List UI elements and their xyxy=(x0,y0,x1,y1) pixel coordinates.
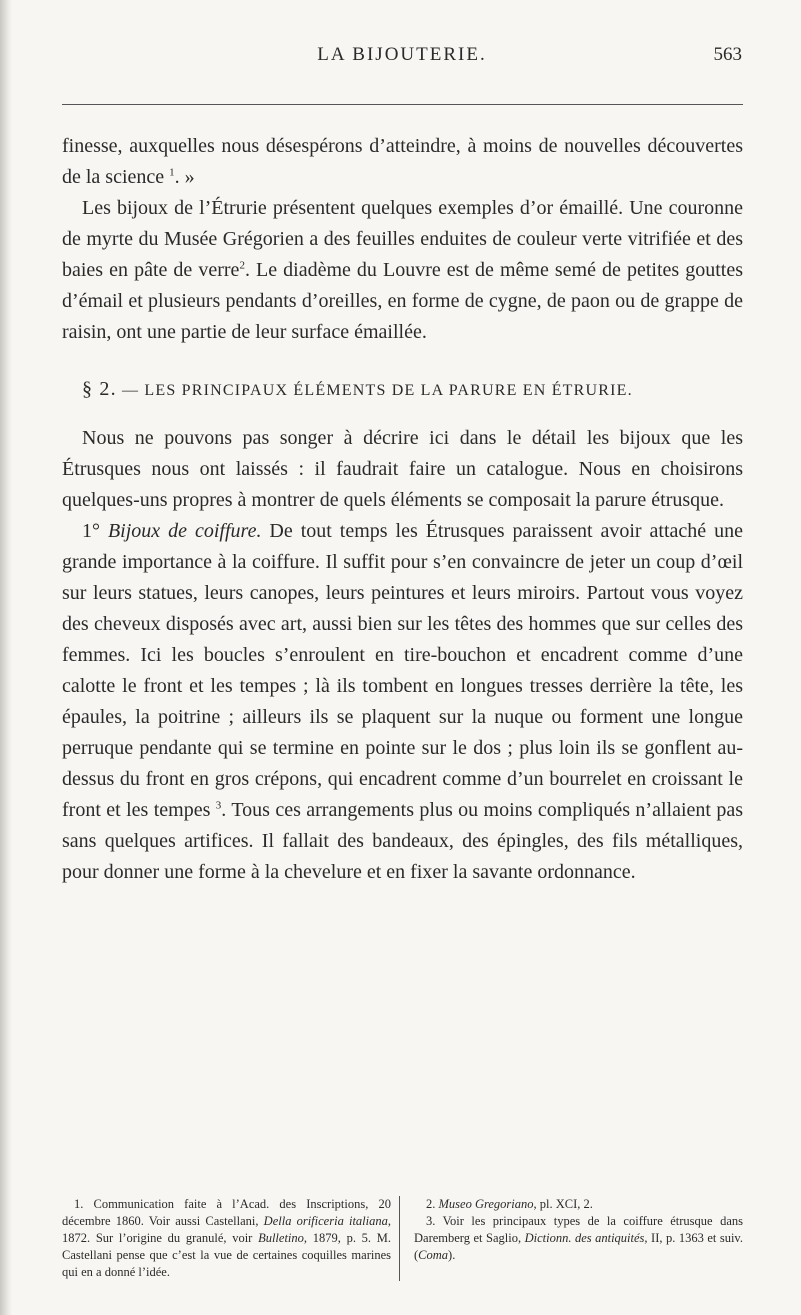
footnote-ref-2: 2 xyxy=(239,259,245,272)
footnote-1-journal: Bulletino xyxy=(258,1231,304,1245)
footnote-3-text-c: ). xyxy=(448,1248,456,1262)
section-heading xyxy=(62,374,743,406)
footnote-2 xyxy=(414,1196,743,1213)
p4-text-a: De tout temps les Étrusques paraissent avoir attaché une grande importance à la coiffure. Il suffit pour s’en convaincre de jeter un coup d’œil sur leurs statues, leurs canopes, leurs peintures et leurs miroirs. Partout vous voyez des cheveux disposés avec art, aussi bien sur les têtes des hommes que sur celles des femmes. Ici les boucles s’enroulent en tire-bouchon et encadrent comme d’une calotte le front et les tempes ; là ils tombent en longues tresses derrière la tête, les épaules, la poitrine ; ailleurs ils se plaquent sur la nuque ou forment une longue perruque pendante qui se termine en pointe sur le dos ; plus loin ils se gonflent au-dessus du front en gros crépons, qui encadrent comme d’un bourrelet en croissant le front et les tempes xyxy=(62,520,743,821)
p4-title: Bijoux de coiffure. xyxy=(107,520,262,542)
paragraph-continued xyxy=(62,131,743,193)
footnote-2-title: Museo Gregoriano xyxy=(438,1197,534,1211)
header-rule xyxy=(62,104,743,105)
body-text xyxy=(62,131,743,888)
footnote-ref-1: 1 xyxy=(169,166,175,179)
footnote-1-title: Della orificeria italiana xyxy=(263,1214,388,1228)
footnote-1-text-c: , 1879, p. 5. M. Castellani pense que c’est la vue de certaines coquilles marines qui en a donné l’idée. xyxy=(62,1231,391,1279)
paragraph-intro xyxy=(62,423,743,516)
footnote-1 xyxy=(62,1196,391,1281)
footnotes-left-column xyxy=(62,1196,400,1281)
page-number: 563 xyxy=(713,44,742,65)
footnote-3-entry: Coma xyxy=(418,1248,449,1262)
paragraph-coiffure xyxy=(62,516,743,888)
footnote-3-title: Dictionn. des antiquités xyxy=(524,1231,645,1245)
footnote-2-text: , pl. XCI, 2. xyxy=(533,1197,593,1211)
p4-number: 1° xyxy=(82,520,100,542)
footnote-2-number: 2. xyxy=(426,1197,439,1211)
footnote-1-text-a: 1. Communication faite à l’Acad. des Inscriptions, 20 décembre 1860. Voir aussi Castellani, xyxy=(62,1197,391,1228)
page-edge-shadow xyxy=(0,0,12,1315)
footnotes-right-column xyxy=(414,1196,743,1281)
p2-text-b: . Le diadème du Louvre est de même semé de petites gouttes d’émail et plusieurs pendants d’oreilles, en forme de cygne, de paon ou de grappe de raisin, ont une partie de leur surface émaillée. xyxy=(62,259,743,343)
running-title: LA BIJOUTERIE. xyxy=(317,44,487,65)
section-title: — LES PRINCIPAUX ÉLÉMENTS DE LA PARURE EN ÉTRURIE. xyxy=(116,382,633,399)
p1-text: finesse, auxquelles nous désespérons d’atteindre, à moins de nouvelles découvertes de la science xyxy=(62,135,743,188)
footnote-ref-3: 3 xyxy=(215,799,222,812)
footnote-3 xyxy=(414,1213,743,1264)
p3-text: Nous ne pouvons pas songer à décrire ici dans le détail les bijoux que les Étrusques nous ont laissés : il faudrait faire un catalogue. Nous en choisirons quelques-uns propres à montrer de quels éléments se composait la parure étrusque. xyxy=(62,427,743,511)
p1-tail: . » xyxy=(174,166,195,188)
section-number: § 2. xyxy=(82,378,117,400)
footnote-3-text-b: , II, p. 1363 et suiv. ( xyxy=(414,1231,743,1262)
paragraph-enamel xyxy=(62,193,743,348)
running-head xyxy=(62,44,742,74)
footnote-1-text-b: , 1872. Sur l’origine du granulé, voir xyxy=(62,1214,391,1245)
footnotes xyxy=(62,1196,743,1281)
footnote-3-text-a: 3. Voir les principaux types de la coiffure étrusque dans Daremberg et Saglio, xyxy=(414,1214,743,1245)
p2-text-a: Les bijoux de l’Étrurie présentent quelques exemples d’or émaillé. Une couronne de myrte du Musée Grégorien a des feuilles enduites de couleur verte vitrifiée et des baies en pâte de verre xyxy=(62,197,743,281)
p4-text-b: . Tous ces arrangements plus ou moins compliqués n’allaient pas sans quelques artifices. Il fallait des bandeaux, des épingles, des fils métalliques, pour donner une forme à la chevelure et en fixer la savante ordonnance. xyxy=(62,799,743,883)
